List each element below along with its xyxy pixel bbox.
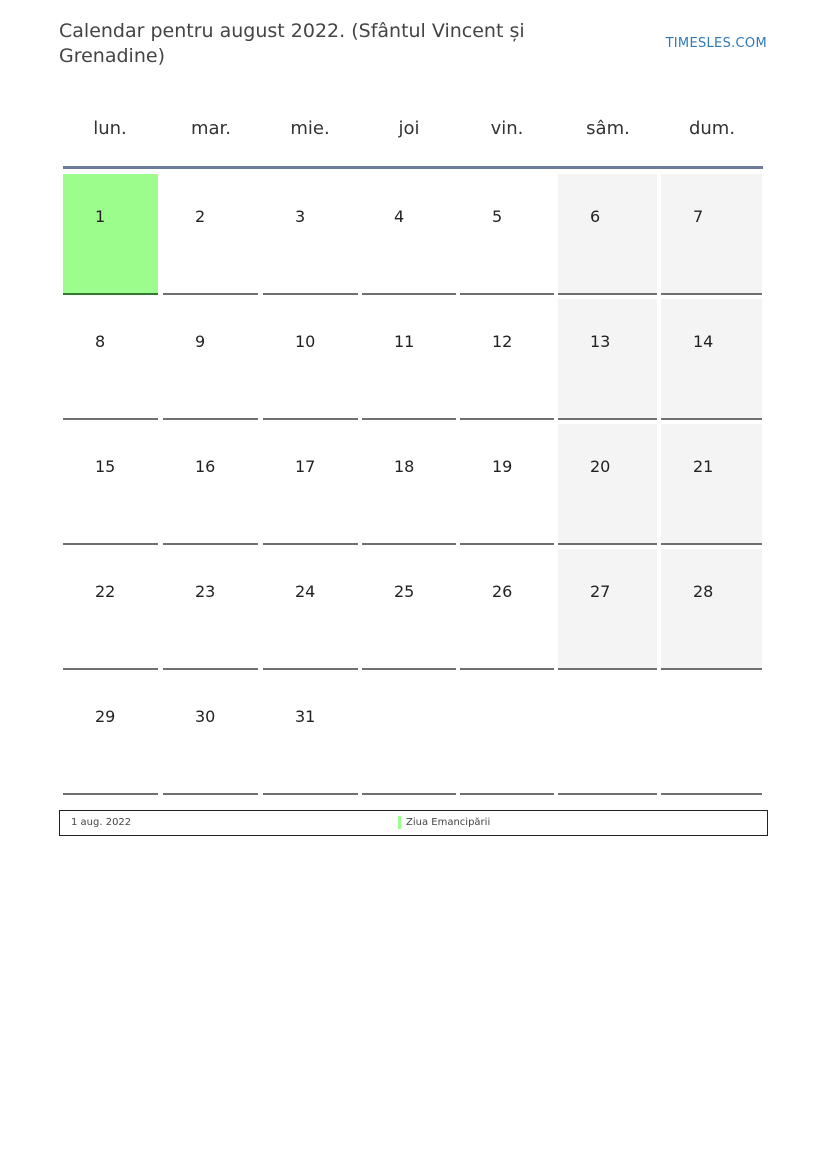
day-cell[interactable]: [63, 549, 158, 670]
legend-color-swatch: [398, 816, 401, 829]
day-number: 27: [590, 582, 611, 601]
day-number: 15: [95, 457, 116, 476]
day-number: 29: [95, 707, 116, 726]
day-cell[interactable]: [63, 174, 158, 295]
day-number: 1: [95, 207, 106, 226]
day-number: 2: [195, 207, 206, 226]
day-cell[interactable]: [63, 424, 158, 545]
day-number: 19: [492, 457, 513, 476]
day-cell[interactable]: [661, 299, 762, 420]
day-number: 26: [492, 582, 513, 601]
day-number: 8: [95, 332, 106, 351]
weekday-6: sâm.: [586, 118, 630, 139]
day-cell[interactable]: [163, 549, 258, 670]
day-cell[interactable]: [263, 549, 358, 670]
site-link[interactable]: TIMESLES.COM: [665, 36, 767, 51]
weekday-5: vin.: [490, 118, 524, 139]
day-number: 6: [590, 207, 601, 226]
day-cell[interactable]: [263, 674, 358, 795]
day-number: 28: [693, 582, 714, 601]
header-divider: [63, 166, 763, 169]
empty-day-cell: [460, 674, 554, 795]
weekday-1: lun.: [93, 118, 127, 139]
day-number: 5: [492, 207, 503, 226]
day-cell[interactable]: [460, 424, 554, 545]
day-number: 17: [295, 457, 316, 476]
day-cell[interactable]: [362, 424, 456, 545]
day-cell[interactable]: [558, 424, 657, 545]
day-cell[interactable]: [460, 299, 554, 420]
weekday-2: mar.: [190, 118, 232, 139]
day-cell[interactable]: [163, 174, 258, 295]
empty-day-cell: [661, 674, 762, 795]
weekday-4: joi: [398, 118, 420, 139]
day-number: 20: [590, 457, 611, 476]
empty-day-cell: [362, 674, 456, 795]
day-cell[interactable]: [661, 424, 762, 545]
day-cell[interactable]: [661, 549, 762, 670]
day-cell[interactable]: [460, 174, 554, 295]
weekday-3: mie.: [290, 118, 330, 139]
day-cell[interactable]: [362, 299, 456, 420]
holiday-legend: [59, 810, 768, 836]
day-number: 3: [295, 207, 306, 226]
day-number: 31: [295, 707, 316, 726]
day-cell[interactable]: [263, 424, 358, 545]
day-number: 9: [195, 332, 206, 351]
day-number: 4: [394, 207, 405, 226]
day-number: 22: [95, 582, 116, 601]
weekday-header-row: [63, 110, 763, 150]
day-number: 25: [394, 582, 415, 601]
day-cell[interactable]: [163, 424, 258, 545]
legend-holiday-name: Ziua Emancipării: [406, 817, 491, 828]
day-number: 13: [590, 332, 611, 351]
day-number: 30: [195, 707, 216, 726]
day-cell[interactable]: [263, 299, 358, 420]
day-number: 16: [195, 457, 216, 476]
day-number: 12: [492, 332, 513, 351]
page-title: Calendar pentru august 2022. (Sfântul Vincent și Grenadine): [59, 20, 525, 67]
day-number: 11: [394, 332, 415, 351]
day-cell[interactable]: [263, 174, 358, 295]
day-cell[interactable]: [460, 549, 554, 670]
day-number: 7: [693, 207, 704, 226]
day-number: 24: [295, 582, 316, 601]
day-number: 21: [693, 457, 714, 476]
day-number: 10: [295, 332, 316, 351]
day-cell[interactable]: [362, 549, 456, 670]
weekday-7: dum.: [688, 118, 736, 139]
day-number: 23: [195, 582, 216, 601]
day-cell[interactable]: [558, 174, 657, 295]
day-number: 18: [394, 457, 415, 476]
day-cell[interactable]: [163, 299, 258, 420]
day-cell[interactable]: [163, 674, 258, 795]
day-cell[interactable]: [63, 674, 158, 795]
day-cell[interactable]: [63, 299, 158, 420]
empty-day-cell: [558, 674, 657, 795]
day-number: 14: [693, 332, 714, 351]
day-cell[interactable]: [558, 549, 657, 670]
day-cell[interactable]: [558, 299, 657, 420]
day-cell[interactable]: [661, 174, 762, 295]
day-cell[interactable]: [362, 174, 456, 295]
legend-date: 1 aug. 2022: [71, 817, 132, 828]
